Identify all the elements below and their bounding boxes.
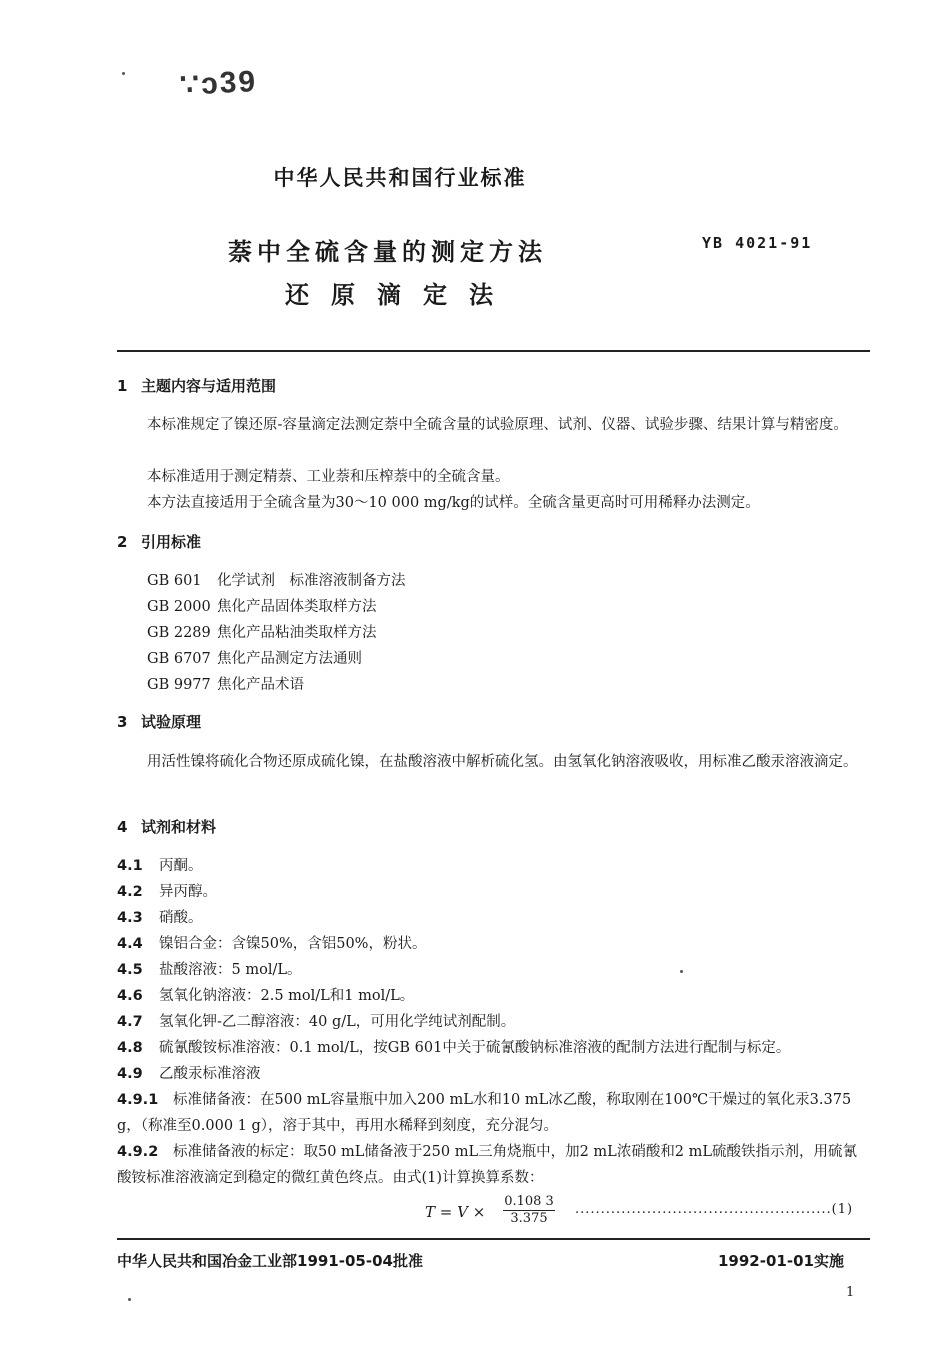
section-heading: 1 主题内容与适用范围 — [117, 377, 277, 395]
page-number: 1 — [846, 1285, 855, 1300]
formula-denominator: 3.375 — [510, 1211, 548, 1226]
reference-item: GB 6707 焦化产品测定方法通则 — [147, 651, 362, 667]
list-item: 4.1 丙酮。 — [117, 858, 203, 874]
reference-item: GB 2000 焦化产品固体类取样方法 — [147, 599, 377, 615]
paragraph: 用活性镍将硫化合物还原成硫化镍，在盐酸溶液中解析硫化氢。由氢氧化钠溶液吸收，用标准乙酸汞溶液滴定。 — [147, 754, 858, 770]
scan-speck — [122, 72, 125, 75]
approval-date: 中华人民共和国冶金工业部1991-05-04批准 — [117, 1252, 423, 1270]
list-item: 4.2 异丙醇。 — [117, 884, 217, 900]
list-item: 4.6 氢氧化钠溶液：2.5 mol/L和1 mol/L。 — [117, 988, 415, 1004]
reference-item: GB 2289 焦化产品粘油类取样方法 — [147, 625, 377, 641]
document-header: 中华人民共和国行业标准 — [273, 166, 527, 190]
list-item: 4.7 氢氧化钾-乙二醇溶液：40 g/L，可用化学纯试剂配制。 — [117, 1014, 516, 1030]
reference-item: GB 9977 焦化产品术语 — [147, 677, 304, 693]
list-item: 4.4 镍铝合金：含镍50%，含铝50%，粉状。 — [117, 936, 427, 952]
standard-code: YB 4021-91 — [702, 234, 813, 252]
formula — [425, 1194, 870, 1234]
implementation-date: 1992-01-01实施 — [718, 1252, 844, 1270]
section-heading: 4 试剂和材料 — [117, 818, 217, 836]
list-item: 4.9.2 标准储备液的标定：取50 mL储备液于250 mL三角烧瓶中，加2 mL浓硝酸和2 mL硫酸铁指示剂，用硫氰酸铵标准溶液滴定到稳定的微红黄色终点。由式(1)计算换算系数： — [117, 1144, 858, 1186]
paragraph: 本标准适用于测定精萘、工业萘和压榨萘中的全硫含量。 — [147, 469, 510, 485]
header-divider — [117, 350, 870, 352]
document-subtitle: 还原滴定法 — [285, 281, 515, 309]
formula-numerator: 0.108 3 — [504, 1194, 554, 1209]
scan-corner-number: ∵ɔ39 — [179, 65, 258, 102]
formula-lhs: T = V × — [425, 1203, 486, 1221]
reference-item: GB 601 化学试剂 标准溶液制备方法 — [147, 573, 406, 589]
list-item: 4.5 盐酸溶液：5 mol/L。 — [117, 962, 302, 978]
list-item: 4.9 乙酸汞标准溶液 — [117, 1066, 261, 1082]
list-item: 4.9.1 标准储备液：在500 mL容量瓶中加入200 mL水和10 mL冰乙酸，称取刚在100℃干燥过的氧化汞3.375 g，（称准至0.000 1 g），溶于其中，再用水稀释到刻度，充分混匀。 — [117, 1092, 852, 1134]
formula-fraction — [503, 1194, 555, 1226]
paragraph: 本方法直接适用于全硫含量为30～10 000 mg/kg的试样。全硫含量更高时可用稀释办法测定。 — [147, 495, 760, 511]
scan-speck — [128, 1298, 131, 1301]
list-item: 4.8 硫氰酸铵标准溶液：0.1 mol/L，按GB 601中关于硫氰酸钠标准溶液的配制方法进行配制与标定。 — [117, 1040, 791, 1056]
section-heading: 2 引用标准 — [117, 533, 202, 551]
list-item: 4.3 硝酸。 — [117, 910, 203, 926]
footer-divider — [117, 1238, 870, 1240]
section-heading: 3 试验原理 — [117, 713, 202, 731]
formula-equation-number: (1) — [831, 1202, 854, 1217]
document-title: 萘中全硫含量的测定方法 — [228, 238, 547, 266]
formula-leader-dots: .................................................. — [575, 1202, 832, 1217]
paragraph: 本标准规定了镍还原-容量滴定法测定萘中全硫含量的试验原理、试剂、仪器、试验步骤、结果计算与精密度。 — [147, 417, 848, 433]
